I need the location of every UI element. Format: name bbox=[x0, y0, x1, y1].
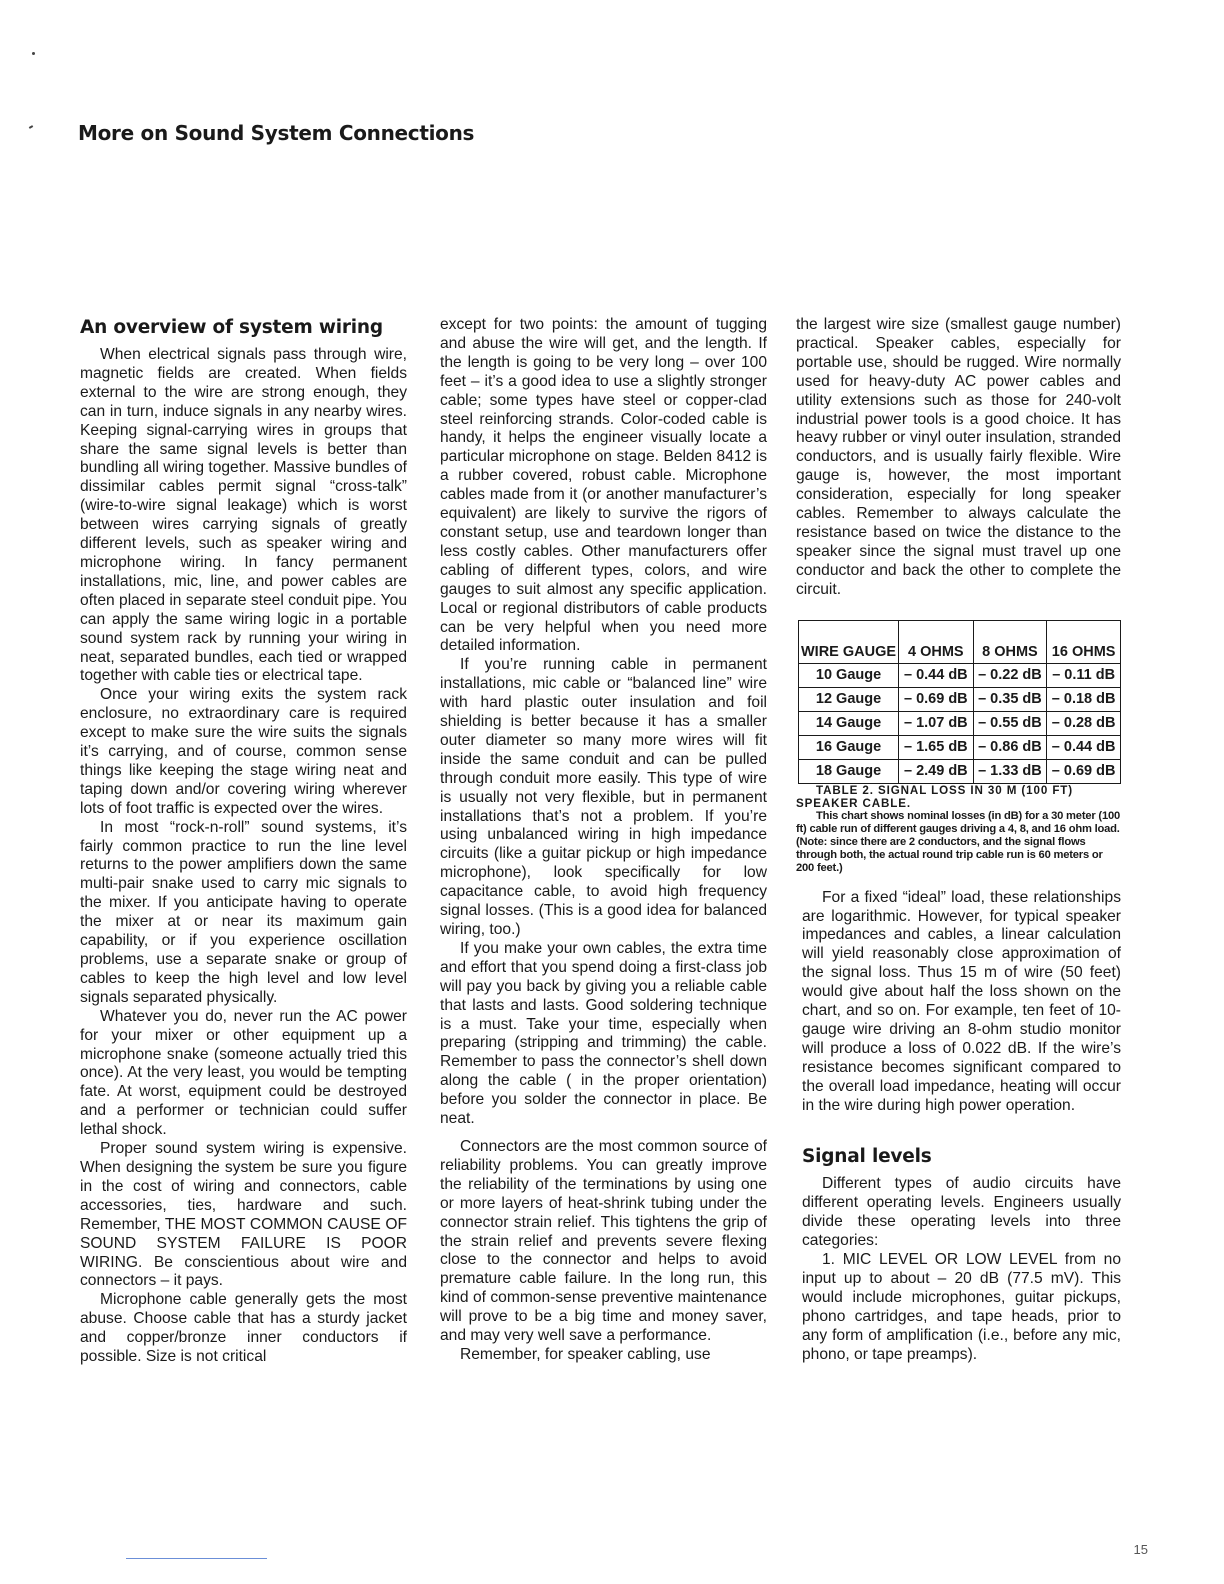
table-caption-body: This chart shows nominal losses (in dB) for a 30 meter (100 ft) cable run of different gauges driving a 4, 8, and 16 ohm load. (Note: since there are 2 conductors, and the signal flows through both, the actual round trip cable run is 60 meters or 200 feet.) bbox=[796, 809, 1121, 874]
table-cell: – 0.44 dB bbox=[1047, 735, 1121, 759]
table-cell: – 0.22 dB bbox=[973, 663, 1047, 687]
table-cell: – 0.69 dB bbox=[1047, 759, 1121, 783]
table-cell: – 0.86 dB bbox=[973, 735, 1047, 759]
table-cell: – 0.18 dB bbox=[1047, 687, 1121, 711]
table-row bbox=[799, 735, 1121, 759]
table-caption-title: TABLE 2. SIGNAL LOSS IN 30 M (100 FT) SPEAKER CABLE. bbox=[796, 783, 1074, 810]
table-cell: – 0.44 dB bbox=[899, 663, 974, 687]
signal-loss-table bbox=[798, 620, 1121, 784]
paragraph: If you’re running cable in permanent installations, mic cable or “balanced line” wire with hard plastic outer insulation and foil shielding is better because it has a smaller outer diameter so many more wires will fit inside the same conduit and can be pulled through conduit more easily. This type of wire is usually not very flexible, but in permanent installations that’s not a problem. If you’re using unbalanced wiring in high impedance circuits (like a guitar pickup or high impedance microphone), look specifically for low capacitance cable, to avoid high frequency signal losses. (This is a good idea for balanced wiring, too.) bbox=[440, 656, 767, 938]
table-header-cell: 4 OHMS bbox=[899, 620, 974, 663]
table-header-row bbox=[799, 620, 1121, 663]
footer-rule bbox=[126, 1558, 267, 1559]
table-cell: – 1.07 dB bbox=[899, 711, 974, 735]
paragraph: except for two points: the amount of tugging and abuse the wire will get, and the length. If the length is going to be very long – over 100 feet – it’s a good idea to use a slightly stronger cable; some types have steel or copper-clad steel reinforcing strands. Color-coded cable is handy, it helps the engineer visually locate a particular microphone on stage. Belden 8412 is a rubber covered, robust cable. Microphone cables made from it (or another manufacturer’s equivalent) are likely to survive the rigors of constant setup, use and teardown longer than less costly cables. Other manufacturers offer cabling of different types, colors, and wire gauges to suit almost any specific application. Local or regional distributors of cable products can be very helpful when you need more detailed information. bbox=[440, 316, 767, 655]
paragraph: Whatever you do, never run the AC power for your mixer or other equipment up a microphone snake (someone actually tried this once). At the very least, you would be tempting fate. At worst, equipment could be destroyed and a performer or technician could suffer lethal shock. bbox=[80, 1007, 407, 1139]
table-row bbox=[799, 663, 1121, 687]
section-heading: An overview of system wiring bbox=[80, 317, 383, 338]
table-cell: – 0.55 dB bbox=[973, 711, 1047, 735]
scan-mark bbox=[32, 52, 35, 55]
paragraph: In most “rock-n-roll” sound systems, it’s fairly common practice to run the line level returns to the power amplifiers down the same multi-pair snake used to carry mic signals to the mixer. If you anticipate having to operate the mixer at or near its maximum gain capability, or if you experience oscillation problems, use a separate snake or group of cables to keep the high level and low level signals separated physically. bbox=[80, 818, 407, 1006]
paragraph: Different types of audio circuits have different operating levels. Engineers usually divide these operating levels into three categories: bbox=[802, 1175, 1121, 1250]
paragraph: Proper sound system wiring is expensive. When designing the system be sure you figure in the cost of wiring and connectors, cable accessories, ties, hardware and such. Remember, THE MOST COMMON CAUSE OF SOUND SYSTEM FAILURE IS POOR WIRING. Be conscientious about wire and connectors – it pays. bbox=[80, 1140, 407, 1290]
paragraph: When electrical signals pass through wire, magnetic fields are created. When fields external to the wire are strong enough, they can in turn, induce signals in any nearby wires. Keeping signal-carrying wires in groups that share the same signal levels is better than bundling all wiring together. Massive bundles of dissimilar cables permit signal “cross-talk” (wire-to-wire signal leakage) which is worst between wires carrying signals of greatly different levels, such as speaker wiring and microphone wiring. In fancy permanent installations, mic, line, and power cables are often placed in separate steel conduit pipe. You can apply the same wiring logic in a portable sound system rack by running your wiring in neat, separated bundles, each tied or wrapped together with cable ties or electrical tape. bbox=[80, 346, 407, 685]
paragraph: Remember, for speaker cabling, use bbox=[460, 1345, 711, 1363]
table-cell: 18 Gauge bbox=[799, 759, 899, 783]
table-header-cell: 16 OHMS bbox=[1047, 620, 1121, 663]
paragraph: the largest wire size (smallest gauge number) practical. Speaker cables, especially for portable use, should be rugged. Wire normally used for heavy-duty AC power cables and utility extensions such as those for 240-volt industrial power tools is a good choice. It has heavy rubber or vinyl outer insulation, stranded conductors, and is usually fairly flexible. Wire gauge is, however, the most important consideration, especially for long speaker cables. Remember to always calculate the resistance based on twice the distance to the speaker since the signal must travel up one conductor and back the other to complete the circuit. bbox=[796, 316, 1121, 598]
paragraph: Microphone cable generally gets the most abuse. Choose cable that has a sturdy jacket and copper/bronze inner conductors if possible. Size is not critical bbox=[80, 1291, 407, 1366]
column-3 bbox=[796, 316, 1121, 1365]
table-cell: – 0.11 dB bbox=[1047, 663, 1121, 687]
table-row bbox=[799, 711, 1121, 735]
table-cell: – 2.49 dB bbox=[899, 759, 974, 783]
paragraph: 1. MIC LEVEL OR LOW LEVEL from no input up to about – 20 dB (77.5 mV). This would include microphones, guitar pickups, phono cartridges, and tape heads, prior to any form of amplification (i.e., before any mic, phono, or tape preamps). bbox=[802, 1251, 1121, 1363]
table-cell: – 1.33 dB bbox=[973, 759, 1047, 783]
section-heading: Signal levels bbox=[802, 1146, 932, 1168]
table-row bbox=[799, 759, 1121, 783]
table-cell: 10 Gauge bbox=[799, 663, 899, 687]
paragraph: For a fixed “ideal” load, these relationships are logarithmic. However, for typical speaker impedances and cables, a linear calculation will yield reasonably close approximation of the signal loss. Thus 15 m of wire (50 feet) would give about half the loss shown on the chart, and so on. For example, ten feet of 10-gauge wire driving an 8-ohm studio monitor will produce a loss of 0.022 dB. If the wire’s resistance becomes significant compared to the overall load impedance, heating will occur in the wire during high power operation. bbox=[802, 888, 1121, 1114]
column-2 bbox=[440, 316, 767, 1365]
paragraph: Connectors are the most common source of reliability problems. You can greatly improve the reliability of the terminations by using one or more layers of heat-shrink tubing under the connector strain relief. This tightens the grip of the strain relief and prevents severe flexing close to the connector and helps to avoid premature cable failure. In the long run, this kind of common-sense preventive maintenance will prove to be a big time and money saver, and may very well save a performance. bbox=[440, 1137, 767, 1345]
table-header-cell: 8 OHMS bbox=[973, 620, 1047, 663]
table-cell: – 0.35 dB bbox=[973, 687, 1047, 711]
table-header-cell: WIRE GAUGE bbox=[799, 620, 899, 663]
table-cell: 14 Gauge bbox=[799, 711, 899, 735]
column-1 bbox=[80, 316, 407, 1367]
table-row bbox=[799, 687, 1121, 711]
page-title: More on Sound System Connections bbox=[78, 121, 475, 145]
scan-mark bbox=[29, 125, 33, 129]
table-cell: 12 Gauge bbox=[799, 687, 899, 711]
paragraph: If you make your own cables, the extra time and effort that you spend doing a first-class job will pay you back by giving you a reliable cable that lasts and lasts. Good soldering technique is a must. Take your time, especially when preparing (stripping and trimming) the cable. Remember to pass the connector’s shell down along the cable ( in the proper orientation) before you solder the connector in place. Be neat. bbox=[440, 939, 767, 1128]
table-cell: 16 Gauge bbox=[799, 735, 899, 759]
paragraph: Once your wiring exits the system rack enclosure, no extraordinary care is required except to make sure the wire suits the signals it’s carrying, and of course, common sense things like keeping the stage wiring neat and taping down and/or covering wiring wherever lots of foot traffic is expected over the wires. bbox=[80, 686, 407, 817]
table-cell: – 0.28 dB bbox=[1047, 711, 1121, 735]
table-cell: – 1.65 dB bbox=[899, 735, 974, 759]
table-cell: – 0.69 dB bbox=[899, 687, 974, 711]
page-number: 15 bbox=[1133, 1542, 1148, 1557]
